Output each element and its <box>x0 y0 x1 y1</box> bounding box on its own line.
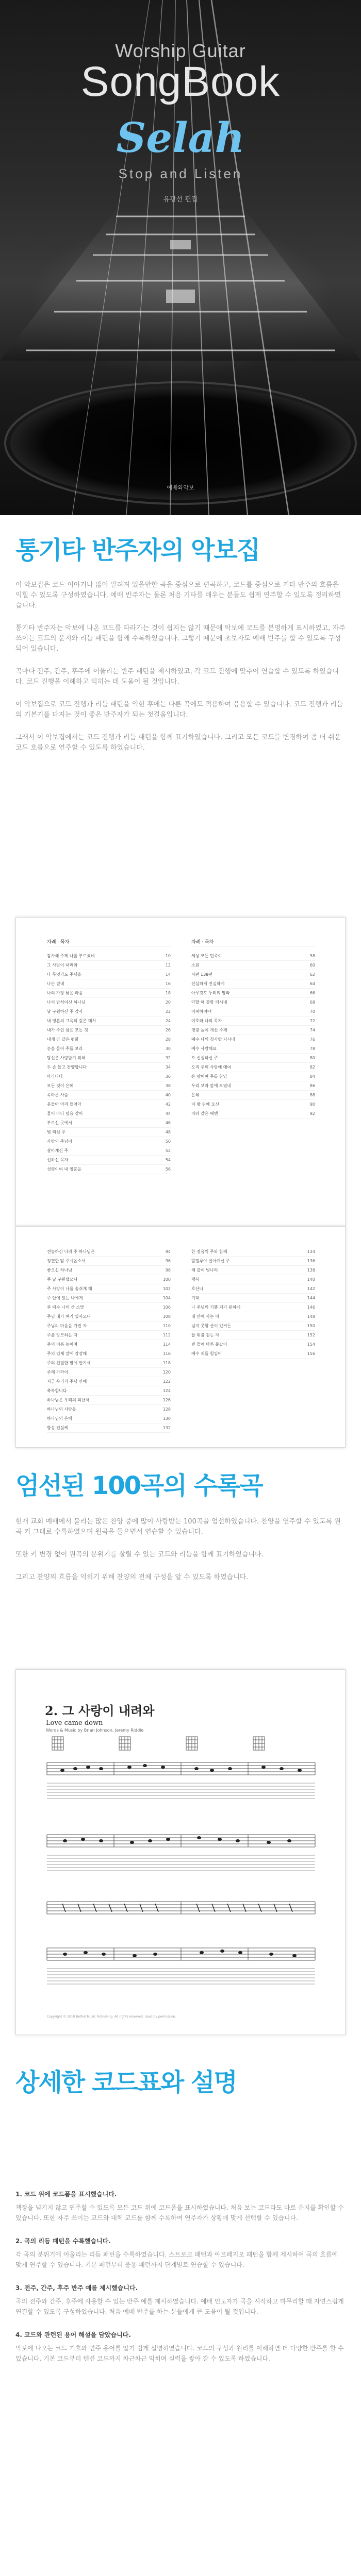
toc-song-title: 호산나 <box>191 1286 204 1291</box>
toc-page-number: 140 <box>307 1277 315 1282</box>
detail-heading: 4. 코드와 관련된 용어 해설을 담았습니다. <box>15 2331 131 2338</box>
toc-page-number: 22 <box>165 1009 171 1014</box>
toc-row <box>47 979 171 989</box>
toc-song-title: 주 사랑이 나를 숨쉬게 해 <box>47 1286 92 1291</box>
toc-page-number: 96 <box>165 1259 171 1263</box>
toc-song-title: 좋으신 하나님 <box>47 1268 72 1273</box>
toc-page-number: 14 <box>165 972 171 977</box>
toc-song-title: 여호와 나의 목자 <box>191 1019 222 1023</box>
toc-page-number: 64 <box>309 981 315 986</box>
toc-song-title: 기대 <box>191 1296 200 1300</box>
toc-page-number: 94 <box>165 1249 171 1254</box>
toc-song-title: 당신은 사랑받기 위해 <box>47 1056 86 1060</box>
toc-song-title: 눈을 들어 주를 보라 <box>47 1046 83 1051</box>
toc-row <box>191 1312 315 1321</box>
toc-row <box>191 998 315 1007</box>
toc-page-number: 136 <box>307 1259 315 1263</box>
toc-song-title: 주 날 구원했으니 <box>47 1277 78 1282</box>
details-list <box>0 2190 361 2398</box>
toc-row <box>191 1016 315 1026</box>
toc-row <box>47 1414 171 1423</box>
toc-page-number: 72 <box>309 1019 315 1023</box>
songs-paragraph: 또한 키 변경 없이 원곡의 분위기를 살릴 수 있는 코드와 리듬을 함께 표기하였습니다. <box>15 1550 264 1558</box>
hero-title: SongBook <box>80 58 281 105</box>
toc-column <box>47 1247 171 1433</box>
toc-row <box>191 1063 315 1072</box>
toc-row <box>191 1349 315 1359</box>
toc-song-title: 항상 진실케 <box>47 1426 69 1430</box>
detail-heading: 1. 코드 위에 코드폼을 표시했습니다. <box>15 2191 117 2198</box>
toc-page-number: 146 <box>307 1305 315 1310</box>
toc-song-title: 부르신 곳에서 <box>47 1121 72 1125</box>
detail-heading: 3. 전주, 간주, 후주 반주 예를 제시했습니다. <box>15 2284 138 2292</box>
toc-column <box>47 938 171 1174</box>
toc-page-number: 66 <box>309 991 315 995</box>
toc-page-number: 28 <box>165 1037 171 1042</box>
detail-text: 곡의 전주와 간주, 후주에 사용할 수 있는 반주 예를 제시하였습니다. 예배 인도자가 곡을 시작하고 마무리할 때 자연스럽게 연결할 수 있도록 구성하였습니다. 처음 예배 반주를 하는 분들에게 큰 도움이 될 것입니다. <box>15 2298 344 2315</box>
toc-song-title: 축복합니다 <box>47 1388 67 1393</box>
toc-song-title: 주 예수 나의 산 소망 <box>47 1305 84 1310</box>
toc-song-title: 문들아 머리 들어라 <box>47 1102 81 1107</box>
toc-page-number: 40 <box>165 1093 171 1097</box>
toc-row <box>191 1081 315 1091</box>
toc-page-number: 20 <box>165 1000 171 1005</box>
toc-row <box>47 1312 171 1321</box>
toc-row <box>191 1257 315 1266</box>
toc-row <box>191 1054 315 1063</box>
toc-song-title: 감사해 주께 나를 부르셨네 <box>47 954 95 958</box>
toc-row <box>47 1081 171 1091</box>
toc-page-number: 76 <box>309 1037 315 1042</box>
toc-page-number: 108 <box>162 1314 171 1319</box>
toc-song-title: 하나님은 우리의 피난처 <box>47 1398 90 1402</box>
toc-row <box>191 1247 315 1257</box>
toc-row <box>47 1275 171 1284</box>
toc-page-number: 102 <box>162 1286 171 1291</box>
toc-row <box>47 998 171 1007</box>
toc-song-title: 주께 가까이 <box>47 1370 69 1375</box>
toc-page-number: 138 <box>307 1268 315 1273</box>
section-title: 엄선된 100곡의 수록곡 <box>15 1471 262 1500</box>
intro-paragraph: 이 악보집으로 코드 진행과 리듬 패턴을 익힌 후에는 다른 곡에도 적용하여 응용할 수 있습니다. 코드 진행과 리듬의 기본기를 다지는 것이 좋은 반주자가 되는 첫걸음입니다. <box>15 700 343 719</box>
detail-item <box>15 2190 346 2223</box>
toc-song-title: 그 사랑이 내려와 <box>47 963 78 968</box>
toc-row <box>47 1303 171 1312</box>
toc-page-number: 48 <box>165 1130 171 1134</box>
toc-row <box>47 1156 171 1165</box>
toc-row <box>47 1284 171 1294</box>
toc-preview <box>15 917 346 1448</box>
toc-row <box>47 1331 171 1340</box>
toc-song-title: 선하신 목자 <box>47 1158 69 1162</box>
toc-heading: 차례 · 목차 <box>47 938 171 946</box>
toc-row <box>191 1026 315 1035</box>
section-title: 상세한 코드표와 설명 <box>15 2068 237 2097</box>
toc-row <box>47 1109 171 1118</box>
toc-song-title: 내가 주인 삼은 모든 것 <box>47 1028 88 1032</box>
toc-song-title: 지금 우리가 주님 안에 <box>47 1379 87 1384</box>
toc-page-number: 46 <box>165 1121 171 1125</box>
toc-song-title: 온 땅이여 주를 찬양 <box>191 1074 227 1079</box>
toc-row <box>47 1072 171 1081</box>
toc-song-title: 이와 같은 때엔 <box>191 1111 218 1116</box>
chords-section <box>0 2035 361 2190</box>
hero-subtitle: Worship Guitar <box>115 40 246 61</box>
intro-paragraph: 곡마다 전주, 간주, 후주에 어울리는 반주 패턴을 제시하였고, 각 코드 진행에 맞추어 연습할 수 있도록 하였습니다. 코드 진행을 이해하고 익히는 데 도움이 될 것입니다. <box>15 667 339 686</box>
toc-page-number: 56 <box>165 1167 171 1172</box>
score-title: 2. 그 사랑이 내려와 <box>45 1703 155 1718</box>
toc-song-title: 주의 친절한 팔에 안기세 <box>47 1361 91 1365</box>
toc-row <box>47 1396 171 1405</box>
intro-paragraph: 이 악보집은 코드 이야기나 많이 알려져 있을만한 곡을 중심으로 편곡하고, 코드를 중심으로 기타 반주의 흐름을 익힐 수 있도록 구성하였습니다. 예배 반주자는 물론 처음 기타를 배우는 분들도 쉽게 연주할 수 있도록 정리하였습니다. <box>15 581 341 609</box>
toc-row <box>47 1054 171 1063</box>
toc-page-number: 16 <box>165 981 171 986</box>
toc-row <box>47 1063 171 1072</box>
toc-song-title: 날 구원하신 주 감사 <box>47 1009 83 1014</box>
toc-song-title: 어찌하여야 <box>191 1009 211 1014</box>
toc-row <box>47 1100 171 1109</box>
toc-row <box>47 961 171 970</box>
toc-page-number: 130 <box>162 1416 171 1421</box>
toc-page-number: 34 <box>165 1065 171 1070</box>
songs-paragraph: 그리고 찬양의 흐름을 익히기 위해 찬양의 전체 구성을 알 수 있도록 하였습니다. <box>15 1573 249 1581</box>
toc-row <box>47 1026 171 1035</box>
toc-row <box>47 1257 171 1266</box>
toc-row <box>47 1007 171 1016</box>
toc-row <box>191 1007 315 1016</box>
brand-logo: Selah <box>116 113 245 162</box>
toc-row <box>191 1294 315 1303</box>
toc-song-title: 주님 내가 여기 있사오니 <box>47 1314 91 1319</box>
toc-page-number: 10 <box>165 954 171 958</box>
toc-song-title: 신실하게 진실하게 <box>191 981 225 986</box>
toc-song-title: 세상 모든 민족이 <box>191 954 222 958</box>
toc-page-number: 122 <box>162 1379 171 1384</box>
toc-song-title: 오 신실하신 주 <box>191 1056 218 1060</box>
toc-song-title: 행복 <box>191 1277 200 1282</box>
toc-page-number: 100 <box>162 1277 171 1282</box>
toc-page-number: 18 <box>165 991 171 995</box>
section-title: 통기타 반주자의 악보집 <box>15 536 260 565</box>
toc-page-number: 52 <box>165 1148 171 1153</box>
toc-page-number: 148 <box>307 1314 315 1319</box>
toc-page-number: 44 <box>165 1111 171 1116</box>
toc-page-number: 114 <box>162 1342 171 1347</box>
toc-page-number: 152 <box>307 1333 315 1337</box>
toc-row <box>47 1247 171 1257</box>
toc-list <box>191 1247 315 1359</box>
toc-row <box>47 1165 171 1174</box>
music-staff-illustration <box>16 1732 346 2020</box>
toc-row <box>191 1091 315 1100</box>
songs-paragraph: 현재 교회 예배에서 불리는 많은 찬양 중에 많이 사랑받는 100곡을 엄선하였습니다. 찬양을 연주할 수 있도록 원곡 키 그대로 수록하였으며 원곡을 들으면서 연습할 수 있습니다. <box>15 1517 341 1536</box>
toc-row <box>47 1423 171 1433</box>
toc-row <box>191 1321 315 1331</box>
toc-page-number: 12 <box>165 963 171 968</box>
toc-list <box>47 1247 171 1433</box>
toc-row <box>47 1294 171 1303</box>
toc-page-number: 78 <box>309 1046 315 1051</box>
toc-row <box>191 970 315 979</box>
toc-page-number: 36 <box>165 1074 171 1079</box>
toc-song-title: 주 안에 있는 나에게 <box>47 1296 83 1300</box>
toc-page-number: 144 <box>307 1296 315 1300</box>
toc-row <box>47 1359 171 1368</box>
toc-page-number: 50 <box>165 1139 171 1144</box>
toc-list <box>191 952 315 1118</box>
toc-row <box>191 1100 315 1109</box>
toc-page-number: 86 <box>309 1083 315 1088</box>
toc-song-title: 전능하신 나의 주 하나님은 <box>47 1249 95 1254</box>
toc-page-number: 68 <box>309 1000 315 1005</box>
toc-song-title: 예수 나의 첫사랑 되시네 <box>191 1037 235 1042</box>
toc-page-number: 92 <box>309 1111 315 1116</box>
toc-row <box>191 1331 315 1340</box>
hero-author: 유광선 편집 <box>163 196 198 204</box>
toc-row <box>47 1035 171 1044</box>
toc-row <box>47 1368 171 1377</box>
toc-song-title: 목마른 사슴 <box>47 1093 69 1097</box>
toc-song-title: 나의 가장 낮은 마음 <box>47 991 83 995</box>
toc-page-number: 24 <box>165 1019 171 1023</box>
toc-row <box>47 970 171 979</box>
score-copyright: Copyright © 2010 Bethel Music Publishing. All rights reserved. Used by permission. <box>47 2015 176 2019</box>
toc-page-number: 106 <box>162 1305 171 1310</box>
toc-song-title: 내게 강 같은 평화 <box>47 1037 79 1042</box>
toc-song-title: 내 안에 사는 이 <box>191 1314 219 1319</box>
toc-song-title: 오직 주의 사랑에 매여 <box>191 1065 232 1070</box>
toc-page-number: 30 <box>165 1046 171 1051</box>
toc-song-title: 주의 이름 높이며 <box>47 1342 78 1347</box>
toc-song-title: 정결한 맘 주시옵소서 <box>47 1259 86 1263</box>
toc-row <box>47 1321 171 1331</box>
toc-song-title: 사랑의 주님이 <box>47 1139 72 1144</box>
toc-page-number: 150 <box>307 1324 315 1328</box>
toc-row <box>191 1044 315 1054</box>
toc-page-number: 54 <box>165 1158 171 1162</box>
toc-column <box>191 1247 315 1359</box>
toc-page-number: 70 <box>309 1009 315 1014</box>
toc-page-number: 110 <box>162 1324 171 1328</box>
toc-song-title: 은혜 <box>191 1093 200 1097</box>
toc-page-number: 128 <box>162 1407 171 1412</box>
toc-row <box>191 1303 315 1312</box>
toc-row <box>191 979 315 989</box>
toc-page-number: 104 <box>162 1296 171 1300</box>
toc-page-number: 32 <box>165 1056 171 1060</box>
toc-row <box>47 1118 171 1128</box>
toc-song-title: 나의 반석이신 하나님 <box>47 1000 86 1005</box>
toc-row <box>191 989 315 998</box>
toc-page-number: 98 <box>165 1268 171 1273</box>
score-preview <box>15 1669 346 2035</box>
toc-row <box>47 1386 171 1396</box>
toc-song-title: 아무것도 두려워 말라 <box>191 991 230 995</box>
toc-row <box>47 1266 171 1275</box>
toc-song-title: 빛 되신 주 <box>47 1130 65 1134</box>
intro-paragraph: 그래서 이 악보집에서는 코드 진행과 리듬 패턴을 함께 표기하였습니다. 그리고 모든 코드를 변경하여 좀 더 쉬운 코드 흐름으로 연주할 수 있도록 하였습니다. <box>15 733 341 752</box>
toc-song-title: 하나님의 사랑을 <box>47 1407 76 1412</box>
toc-song-title: 내 영혼의 그윽히 깊은 데서 <box>47 1019 96 1023</box>
score-english-title: Love came down <box>46 1719 103 1727</box>
toc-song-title: 해 같이 빛나리 <box>191 1268 218 1273</box>
toc-row <box>47 1340 171 1349</box>
toc-song-title: 빈 들에 마른 풀같이 <box>191 1342 227 1347</box>
intro-section <box>0 515 361 917</box>
toc-song-title: 주의 임재 앞에 잠잠해 <box>47 1351 87 1356</box>
toc-song-title: 물 위를 걷는 자 <box>191 1333 219 1337</box>
toc-page <box>15 1226 346 1448</box>
toc-song-title: 나 무엇과도 주님을 <box>47 972 81 977</box>
toc-row <box>191 961 315 970</box>
toc-column <box>191 938 315 1118</box>
toc-song-title: 한 걸음씩 주와 함께 <box>191 1249 227 1254</box>
toc-song-title: 하나님의 은혜 <box>47 1416 72 1421</box>
toc-song-title: 모든 것이 은혜 <box>47 1083 74 1088</box>
toc-page-number: 156 <box>307 1351 315 1356</box>
toc-page-number: 112 <box>162 1333 171 1337</box>
toc-song-title: 넘지 못할 산이 있거든 <box>191 1324 232 1328</box>
toc-song-title: 주를 앙모하는 자 <box>47 1333 78 1337</box>
toc-page-number: 154 <box>307 1342 315 1347</box>
toc-page-number: 60 <box>309 963 315 968</box>
toc-row <box>191 952 315 961</box>
score-credit: Words & Music by Brian Johnson, Jeremy Riddle <box>46 1728 144 1733</box>
toc-page-number: 84 <box>309 1074 315 1079</box>
toc-row <box>191 1109 315 1118</box>
toc-row <box>47 952 171 961</box>
toc-page-number: 82 <box>309 1065 315 1070</box>
toc-song-title: 할렐루야 살아계신 주 <box>191 1259 230 1263</box>
toc-page <box>15 917 346 1226</box>
toc-song-title: 나 주님의 기쁨 되기 원하네 <box>191 1305 241 1310</box>
toc-heading: 차례 · 목차 <box>191 938 315 946</box>
toc-page-number: 118 <box>162 1361 171 1365</box>
toc-song-title: 성령이여 내 영혼을 <box>47 1167 81 1172</box>
detail-item <box>15 2236 346 2270</box>
toc-song-title: 우리 보좌 앞에 모였네 <box>191 1083 232 1088</box>
toc-row <box>191 1072 315 1081</box>
intro-paragraph: 통기타 반주자는 악보에 나온 코드를 따라가는 것이 쉽지는 않기 때문에 악보에 코드를 분명하게 표시하였고, 자주 쓰이는 코드의 운지와 리듬 패턴을 함께 수록하였습니다. 그렇기 때문에 초보자도 예배 반주를 할 수 있도록 구성되어 있습니다. <box>15 624 346 653</box>
toc-song-title: 약할 때 강함 되시네 <box>191 1000 227 1005</box>
toc-song-title: 예수 사랑해요 <box>191 1046 217 1051</box>
toc-page-number: 90 <box>309 1102 315 1107</box>
toc-page-number: 126 <box>162 1398 171 1402</box>
toc-page-number: 80 <box>309 1056 315 1060</box>
toc-row <box>47 989 171 998</box>
detail-item <box>15 2330 346 2364</box>
toc-song-title: 소원 <box>191 963 200 968</box>
toc-page-number: 58 <box>309 954 315 958</box>
toc-row <box>47 1405 171 1414</box>
detail-heading: 2. 곡의 리듬 패턴을 수록했습니다. <box>15 2238 111 2245</box>
toc-row <box>47 1016 171 1026</box>
toc-page-number: 62 <box>309 972 315 977</box>
toc-row <box>191 1266 315 1275</box>
toc-row <box>47 1146 171 1156</box>
toc-row <box>191 1035 315 1044</box>
toc-song-title: 주님의 마음을 가진 자 <box>47 1324 87 1328</box>
toc-page-number: 38 <box>165 1083 171 1088</box>
toc-list <box>47 952 171 1174</box>
toc-page-number: 120 <box>162 1370 171 1375</box>
toc-page-number: 132 <box>162 1426 171 1430</box>
toc-row <box>47 1349 171 1359</box>
toc-row <box>47 1137 171 1146</box>
toc-song-title: 이 땅 위에 오신 <box>191 1102 219 1107</box>
toc-page-number: 88 <box>309 1093 315 1097</box>
toc-song-title: 두 손 들고 찬양합니다 <box>47 1065 87 1070</box>
toc-song-title: 예수 피를 힘입어 <box>191 1351 222 1356</box>
toc-song-title: 나는 믿네 <box>47 981 64 986</box>
toc-song-title: 살아계신 주 <box>47 1148 69 1153</box>
hero-tagline: Stop and Listen <box>118 166 243 181</box>
songs-section <box>0 1448 361 1669</box>
score-page <box>15 1669 346 2035</box>
toc-row <box>191 1340 315 1349</box>
toc-row <box>47 1128 171 1137</box>
toc-row <box>191 1275 315 1284</box>
toc-page-number: 142 <box>307 1286 315 1291</box>
toc-row <box>47 1091 171 1100</box>
toc-row <box>191 1284 315 1294</box>
detail-item <box>15 2283 346 2317</box>
toc-page-number: 116 <box>162 1351 171 1356</box>
toc-page-number: 134 <box>307 1249 315 1254</box>
toc-song-title: 영광 높이 계신 주께 <box>191 1028 227 1032</box>
detail-text: 책장을 넘기지 않고 연주할 수 있도록 모든 코드 위에 코드폼을 표시하였습니다. 처음 보는 코드라도 바로 운지를 확인할 수 있습니다. 또한 자주 쓰이는 코드와 대체 코드를 함께 수록하여 연주자가 상황에 맞게 선택할 수 있습니다. <box>15 2204 344 2222</box>
hero-cover <box>0 0 361 515</box>
toc-page-number: 74 <box>309 1028 315 1032</box>
toc-song-title: 물이 바다 덮음 같이 <box>47 1111 83 1116</box>
hero-publisher: 예배와악보 <box>167 484 194 491</box>
toc-song-title: 시편 139편 <box>191 972 212 977</box>
toc-page-number: 42 <box>165 1102 171 1107</box>
detail-text: 악보에 나오는 코드 기호와 연주 용어를 알기 쉽게 설명하였습니다. 코드의 구성과 원리를 이해하면 더 다양한 반주를 할 수 있습니다. 기본 코드부터 텐션 코드까지 차근차근 익히며 실력을 쌓아 갈 수 있도록 하였습니다. <box>15 2345 344 2362</box>
toc-page-number: 26 <box>165 1028 171 1032</box>
toc-page-number: 124 <box>162 1388 171 1393</box>
toc-row <box>47 1044 171 1054</box>
toc-song-title: 마라나타 <box>47 1074 63 1079</box>
detail-text: 각 곡의 분위기에 어울리는 리듬 패턴을 수록하였습니다. 스트로크 패턴과 아르페지오 패턴을 함께 제시하여 곡의 흐름에 맞게 연주할 수 있습니다. 기본 패턴부터 응용 패턴까지 단계별로 연습할 수 있습니다. <box>15 2251 338 2268</box>
toc-row <box>47 1377 171 1386</box>
